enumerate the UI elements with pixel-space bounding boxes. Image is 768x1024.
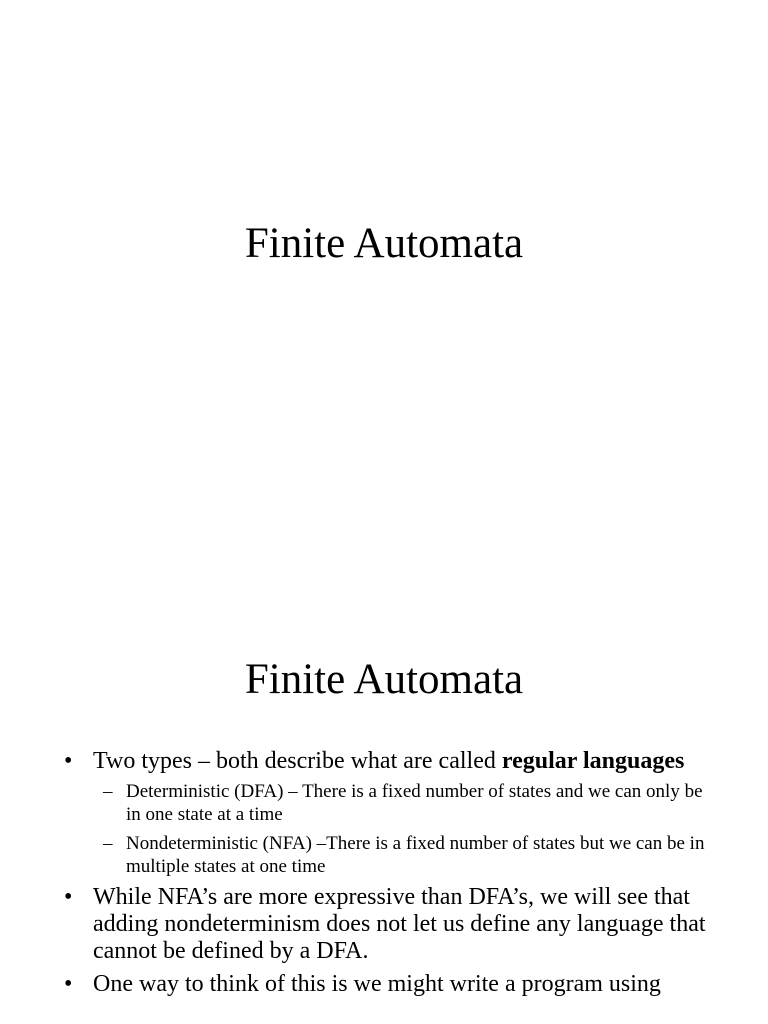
dash-marker-icon: – [103, 781, 113, 802]
bullet-item-3 [62, 971, 712, 998]
bullet-list [62, 748, 712, 1004]
bullet-1-text: Two types – both describe what are called [93, 748, 502, 774]
bullet-item-2 [62, 884, 712, 965]
sub-item-nfa [93, 832, 712, 878]
bullet-1-bold-term: regular languages [501, 748, 685, 774]
dash-marker-icon: – [103, 833, 113, 854]
sub-item-dfa [93, 780, 712, 826]
bullet-marker-icon: • [64, 884, 73, 910]
sub-bullet-list [93, 780, 712, 878]
bullet-marker-icon: • [64, 971, 73, 997]
bullet-2-text: While NFA’s are more expressive than DFA’s, we will see that adding nondeterminism does not let us define any language that cannot be defined by a DFA. [93, 884, 706, 964]
bullet-3-text: One way to think of this is we might write a program using [93, 971, 661, 997]
content-slide [0, 600, 768, 1024]
sub-item-dfa-text: Deterministic (DFA) – There is a fixed number of states and we can only be in one state at a time [126, 781, 703, 825]
bullet-marker-icon: • [64, 748, 73, 774]
sub-item-nfa-text: Nondeterministic (NFA) –There is a fixed number of states but we can be in multiple states at one time [126, 833, 705, 877]
bullet-item-1 [62, 748, 712, 878]
content-slide-heading: Finite Automata [244, 656, 524, 703]
title-slide-heading: Finite Automata [244, 220, 524, 267]
